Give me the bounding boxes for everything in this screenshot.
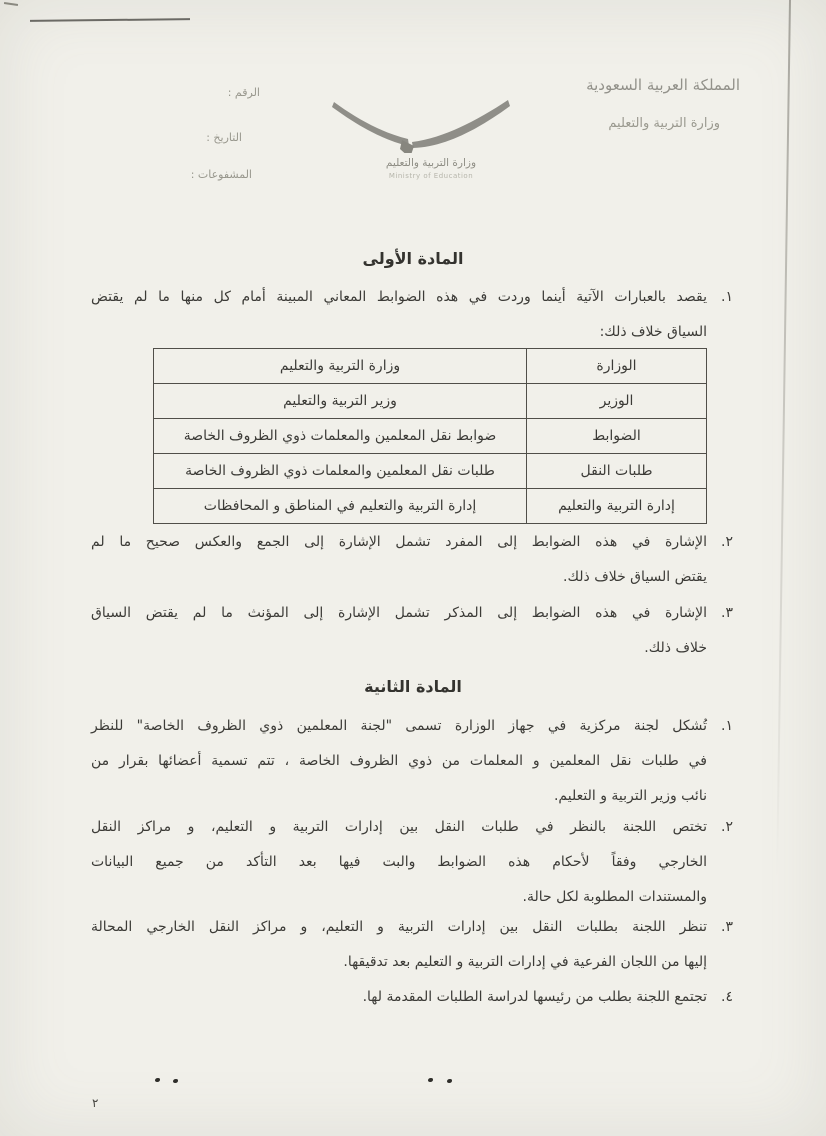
date-label: التاريخ : bbox=[206, 131, 242, 144]
item-text bbox=[91, 596, 707, 666]
item-text bbox=[91, 810, 707, 915]
list-item bbox=[91, 810, 733, 915]
item-text-line: يقتض السياق خلاف ذلك. bbox=[563, 569, 707, 585]
item-text bbox=[91, 709, 707, 814]
item-number: ٢. bbox=[721, 534, 733, 550]
item-number: ٣. bbox=[721, 919, 733, 935]
list-item bbox=[91, 525, 733, 595]
item-text-line: السياق خلاف ذلك: bbox=[599, 324, 707, 340]
number-label: الرقم : bbox=[227, 86, 260, 99]
item-number: ١. bbox=[721, 718, 733, 734]
item-text-line: إليها من اللجان الفرعية في إدارات التربية و التعليم بعد تدقيقها. bbox=[343, 954, 707, 970]
item-text-line: والمستندات المطلوبة لكل حالة. bbox=[522, 889, 707, 905]
item-text bbox=[91, 525, 707, 595]
table-row bbox=[154, 419, 707, 454]
item-text-line: تنظر اللجنة بطلبات النقل بين إدارات التربية و التعليم، و مراكز النقل الخارجي المحالة bbox=[91, 919, 707, 935]
item-text-line: في طلبات نقل المعلمين و المعلمات من ذوي الظروف الخاصة ، تتم تسمية أعضائها بقرار من bbox=[91, 753, 707, 769]
table-row bbox=[154, 454, 707, 489]
article-two-title: المادة الثانية bbox=[364, 677, 462, 696]
list-item bbox=[91, 980, 733, 1015]
item-number: ٣. bbox=[721, 605, 733, 621]
item-number: ٢. bbox=[721, 819, 733, 835]
page-number: ٢ bbox=[92, 1096, 99, 1110]
item-text-line: الخارجي وفقاً لأحكام هذه الضوابط والبت فيها بعد التأكد من جميع البيانات bbox=[91, 854, 707, 870]
item-text bbox=[91, 280, 707, 350]
definition-cell: وزارة التربية والتعليم bbox=[154, 349, 527, 384]
logo-caption-english: Ministry of Education bbox=[388, 172, 474, 180]
item-text-line: يقصد بالعبارات الآتية أينما وردت في هذه الضوابط المعاني المبينة أمام كل منها ما لم يقتض bbox=[91, 289, 707, 305]
logo-caption-arabic: وزارة التربية والتعليم bbox=[385, 157, 477, 169]
item-text-line: نائب وزير التربية و التعليم. bbox=[553, 788, 707, 804]
item-text bbox=[91, 910, 707, 980]
term-cell: إدارة التربية والتعليم bbox=[527, 489, 707, 524]
item-number: ٤. bbox=[721, 989, 733, 1005]
scan-artifact-right-edge-line bbox=[776, 0, 791, 880]
ministry-logo bbox=[328, 98, 513, 188]
list-item bbox=[91, 910, 733, 980]
definition-cell: ضوابط نقل المعلمين والمعلمات ذوي الظروف الخاصة bbox=[154, 419, 527, 454]
scan-artifact-top-line bbox=[30, 18, 190, 22]
list-item bbox=[91, 596, 733, 666]
table-row bbox=[154, 384, 707, 419]
item-text bbox=[91, 980, 707, 1015]
definition-cell: وزير التربية والتعليم bbox=[154, 384, 527, 419]
definition-cell: إدارة التربية والتعليم في المناطق و المحافظات bbox=[154, 489, 527, 524]
definition-cell: طلبات نقل المعلمين والمعلمات ذوي الظروف الخاصة bbox=[154, 454, 527, 489]
term-cell: طلبات النقل bbox=[527, 454, 707, 489]
scan-artifact-dot bbox=[428, 1078, 433, 1082]
term-cell: الوزارة bbox=[527, 349, 707, 384]
kingdom-title: المملكة العربية السعودية bbox=[586, 76, 740, 94]
table-row bbox=[154, 349, 707, 384]
item-text-line: الإشارة في هذه الضوابط إلى المذكر تشمل الإشارة إلى المؤنث ما لم يقتض السياق bbox=[91, 605, 707, 621]
item-text-line: الإشارة في هذه الضوابط إلى المفرد تشمل الإشارة إلى الجمع والعكس صحيح ما لم bbox=[91, 534, 707, 550]
table-row bbox=[154, 489, 707, 524]
ministry-swoosh-icon bbox=[328, 98, 513, 153]
scan-artifact-dot bbox=[155, 1078, 160, 1082]
attachments-label: المشفوعات : bbox=[190, 168, 252, 181]
definitions-table bbox=[153, 348, 707, 524]
list-item bbox=[91, 709, 733, 814]
scan-artifact-dot bbox=[173, 1079, 178, 1083]
item-text-line: تجتمع اللجنة بطلب من رئيسها لدراسة الطلبات المقدمة لها. bbox=[362, 989, 707, 1005]
list-item bbox=[91, 280, 733, 350]
scan-artifact-corner-mark bbox=[4, 2, 18, 6]
scan-artifact-dot bbox=[447, 1079, 452, 1083]
item-text-line: خلاف ذلك. bbox=[644, 640, 707, 656]
item-number: ١. bbox=[721, 289, 733, 305]
term-cell: الضوابط bbox=[527, 419, 707, 454]
ministry-title: وزارة التربية والتعليم bbox=[608, 116, 720, 131]
term-cell: الوزير bbox=[527, 384, 707, 419]
article-one-title: المادة الأولى bbox=[362, 249, 464, 268]
item-text-line: تُشكل لجنة مركزية في جهاز الوزارة تسمى "لجنة المعلمين ذوي الظروف الخاصة" للنظر bbox=[91, 718, 707, 734]
item-text-line: تختص اللجنة بالنظر في طلبات النقل بين إدارات التربية و التعليم، و مراكز النقل bbox=[91, 819, 707, 835]
